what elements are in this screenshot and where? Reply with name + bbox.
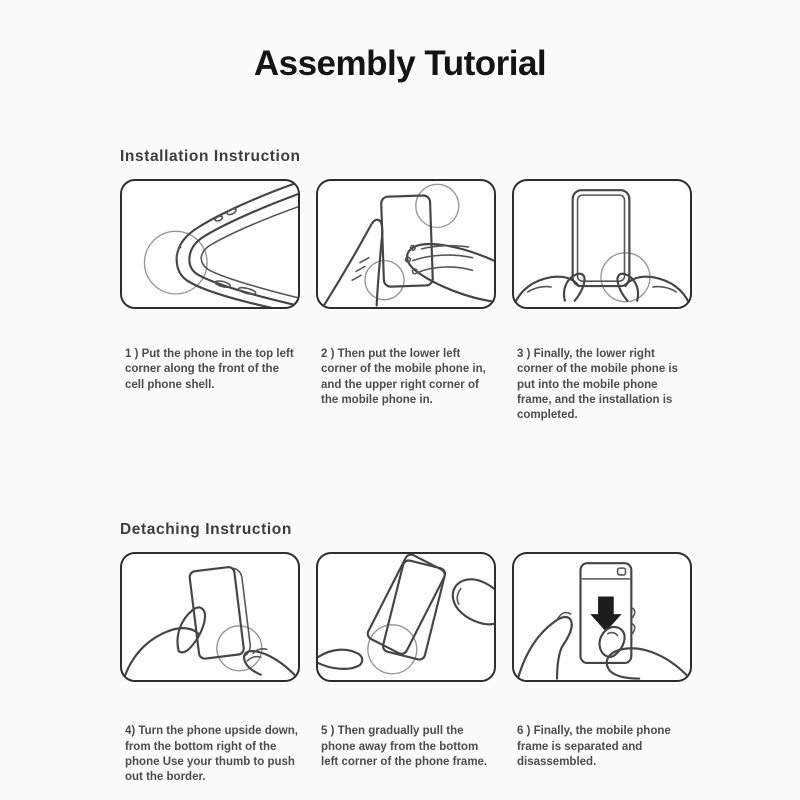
step-2-caption: 2 ) Then put the lower left corner of the mobile phone in, and the upper right corner of the mobile phone in. xyxy=(321,348,486,406)
step-5-caption: 5 ) Then gradually pull the phone away from the bottom left corner of the phone frame. xyxy=(321,725,488,768)
step-1-panel xyxy=(120,179,300,309)
step-4-panel xyxy=(120,552,300,682)
step-3-caption: 3 ) Finally, the lower right corner of the mobile phone is put into the mobile phone frame, and the installation is completed. xyxy=(517,348,679,422)
step-3-panel xyxy=(512,179,692,309)
step-1-phone-corner-into-shell-illustration xyxy=(122,181,298,307)
step-3-thumbs-pressing-bottom-illustration xyxy=(514,181,690,307)
magnifier-circle xyxy=(416,184,459,227)
installation-panel-row xyxy=(120,179,694,309)
section-heading-detaching: Detaching Instruction xyxy=(120,521,292,539)
installation-captions xyxy=(120,347,694,423)
step-6-caption: 6 ) Finally, the mobile phone frame is separated and disassembled. xyxy=(517,725,671,768)
step-5-pull-phone-from-frame-illustration xyxy=(318,554,494,680)
step-4-caption: 4) Turn the phone upside down, from the bottom right of the phone Use your thumb to push out the border. xyxy=(125,725,298,784)
detaching-panel-row xyxy=(120,552,694,682)
step-2-hand-pressing-corners-illustration xyxy=(318,181,494,307)
page-title: Assembly Tutorial xyxy=(253,44,547,83)
step-4-thumb-pushing-border-illustration xyxy=(122,554,298,680)
step-6-panel xyxy=(512,552,692,682)
step-1-caption: 1 ) Put the phone in the top left corner along the front of the cell phone shell. xyxy=(125,348,294,391)
content xyxy=(120,148,694,786)
magnifier-circle xyxy=(217,626,262,671)
detaching-captions xyxy=(120,724,694,785)
step-5-panel xyxy=(316,552,496,682)
step-2-panel xyxy=(316,179,496,309)
section-heading-installation: Installation Instruction xyxy=(120,148,301,165)
step-6-frame-separated-illustration xyxy=(514,554,690,680)
